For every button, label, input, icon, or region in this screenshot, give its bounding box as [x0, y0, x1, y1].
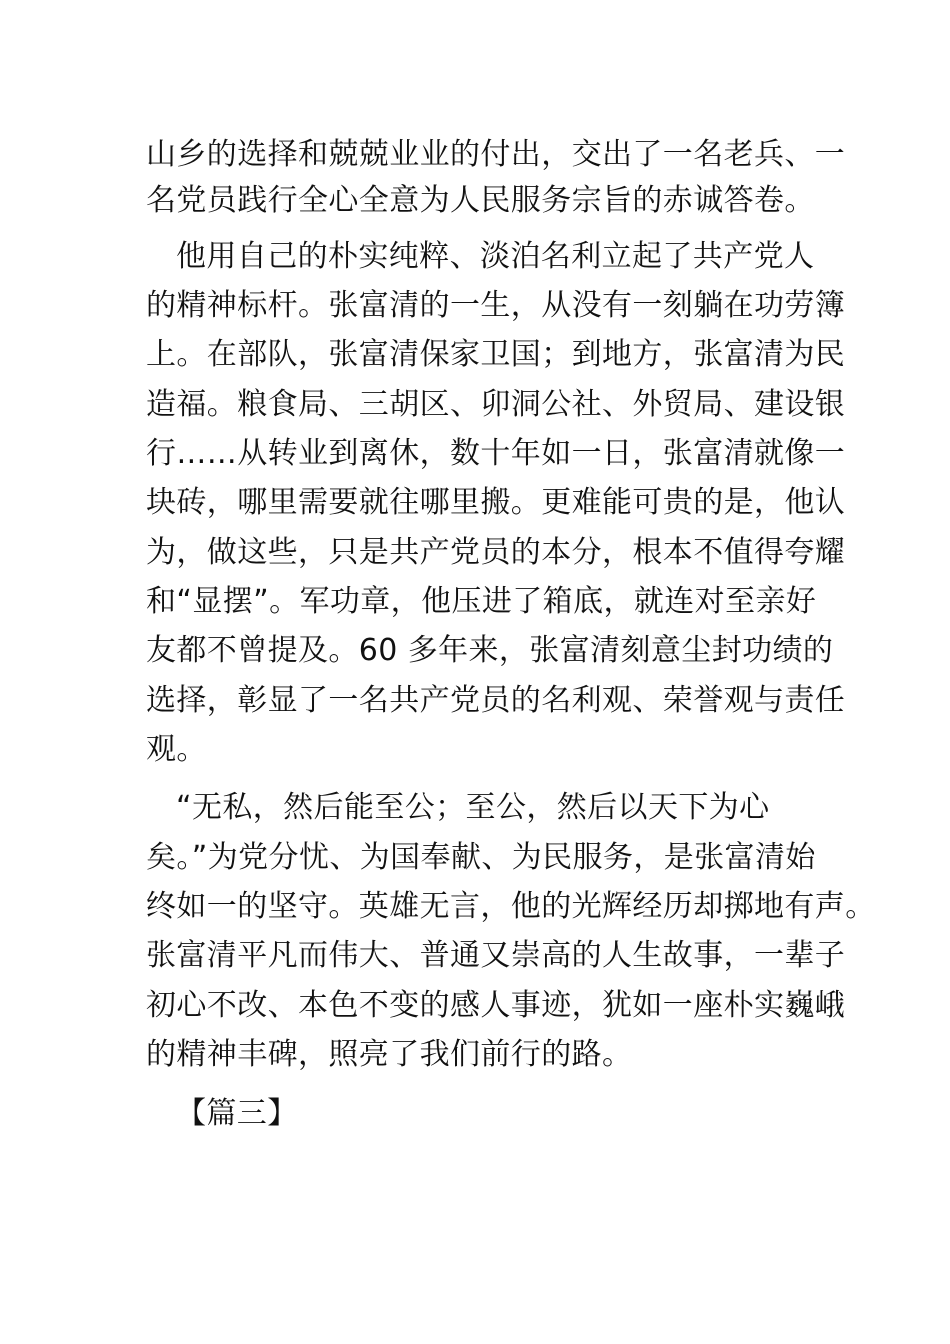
text-line: 观。	[146, 732, 207, 767]
section-title: 【篇三】	[176, 1096, 298, 1131]
text-line: 造福。粮食局、三胡区、卯洞公社、外贸局、建设银	[146, 387, 846, 422]
text-line: 选择，彰显了一名共产党员的名利观、荣誉观与责任	[146, 683, 846, 718]
text-line: 张富清平凡而伟大、普通又崇高的人生故事，一辈子	[146, 938, 846, 973]
text-line: 和“显摆”。军功章，他压进了箱底，就连对至亲好	[146, 584, 817, 619]
text-line: 他用自己的朴实纯粹、淡泊名利立起了共产党人	[176, 239, 815, 274]
text-line: 为，做这些，只是共产党员的本分，根本不值得夸耀	[146, 535, 846, 570]
text-line: 初心不改、本色不变的感人事迹，犹如一座朴实巍峨	[146, 988, 846, 1023]
text-line: 山乡的选择和兢兢业业的付出，交出了一名老兵、一	[146, 137, 846, 172]
text-line: “无私，然后能至公；至公，然后以天下为心	[176, 790, 770, 825]
text-line: 的精神标杆。张富清的一生，从没有一刻躺在功劳簿	[146, 288, 846, 323]
text-line: 友都不曾提及。60 多年来，张富清刻意尘封功绩的	[146, 633, 834, 668]
text-line: 矣。”为党分忧、为国奉献、为民服务，是张富清始	[146, 840, 816, 875]
text-line: 行……从转业到离休，数十年如一日，张富清就像一	[146, 436, 846, 471]
text-line: 的精神丰碑，照亮了我们前行的路。	[146, 1037, 633, 1072]
text-line: 终如一的坚守。英雄无言，他的光辉经历却掷地有声。	[146, 889, 876, 924]
text-line: 上。在部队，张富清保家卫国；到地方，张富清为民	[146, 337, 846, 372]
text-line: 块砖，哪里需要就往哪里搬。更难能可贵的是，他认	[146, 485, 846, 520]
text-line: 名党员践行全心全意为人民服务宗旨的赤诚答卷。	[146, 183, 815, 218]
